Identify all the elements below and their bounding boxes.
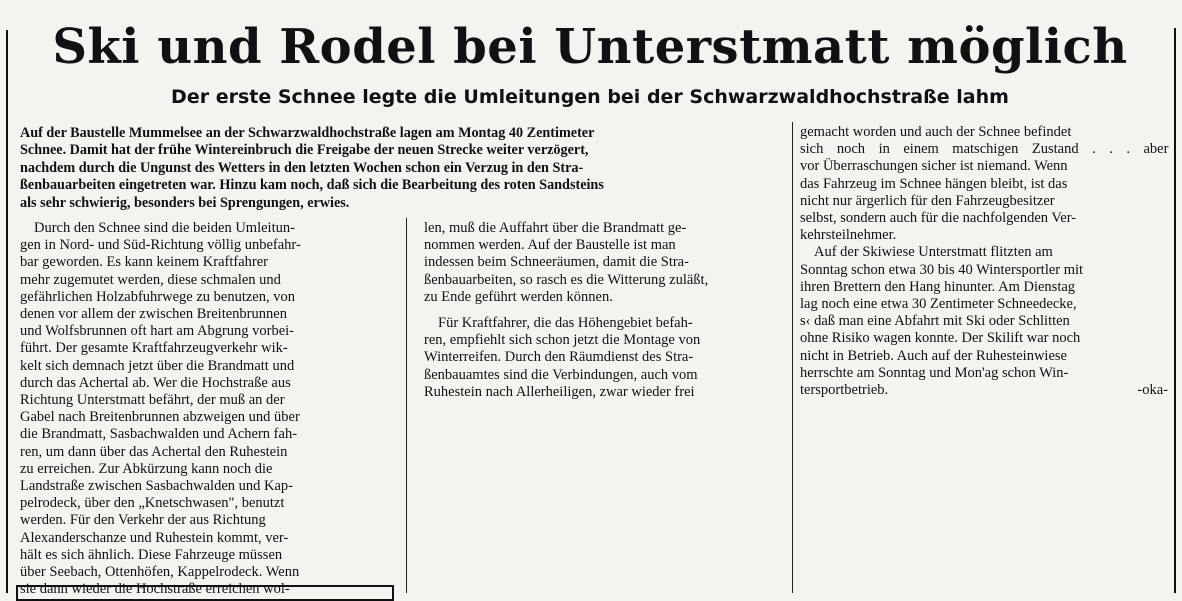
text-line: das Fahrzeug im Schnee hängen bleibt, ist das: [800, 175, 1068, 192]
article-column-2: [424, 220, 786, 401]
lead-paragraph: [20, 125, 785, 212]
text-line: Auf der Skiwiese Unterstmatt flitzten am: [814, 244, 1053, 261]
text-line: nicht nur ärgerlich für den Fahrzeugbesitzer: [800, 192, 1055, 209]
text-line: denen vor allem der zwischen Breitenbrunnen: [20, 306, 287, 323]
text-line: ßenbauarbeiten, so rasch es die Witterung zuläßt,: [424, 271, 709, 288]
text-line: Landstraße zwischen Sasbachwalden und Kap-: [20, 478, 293, 495]
lead-line: Schnee. Damit hat der frühe Wintereinbruch die Freigabe der neuen Strecke weiter verzögert,: [20, 142, 589, 159]
text-line: kelt sich demnach jetzt über die Brandmatt und: [20, 357, 295, 374]
text-line: vor Überraschungen sicher ist niemand. Wenn: [800, 158, 1068, 175]
text-line: -oka-: [1137, 382, 1168, 399]
text-line: die Brandmatt, Sasbachwalden und Achern fah-: [20, 426, 298, 443]
text-line: len, muß die Auffahrt über die Brandmatt ge-: [424, 220, 687, 236]
text-line: Für Kraftfahrer, die das Höhengebiet befah-: [438, 315, 693, 332]
text-line: gemacht worden und auch der Schnee befindet: [800, 124, 1072, 140]
text-line: Sonntag schon etwa 30 bis 40 Wintersportler mit: [800, 261, 1084, 278]
lead-line: ßenbauarbeiten eingetreten war. Hinzu kam noch, daß sich die Bearbeitung des roten Sandsteins: [20, 177, 604, 194]
text-line: selbst, sondern auch für die nachfolgenden Ver-: [800, 210, 1077, 227]
text-line: Gabel nach Breitenbrunnen abzweigen und über: [20, 409, 300, 426]
headline: Ski und Rodel bei Unterstmatt möglich: [52, 19, 1128, 75]
lead-line: nachdem durch die Ungunst des Wetters in den letzten Wochen schon ein Verzug in den Stra-: [20, 159, 584, 176]
text-line: herrschte am Sonntag und Mon'ag schon Win-: [800, 364, 1069, 381]
text-line: [424, 306, 786, 315]
text-line: Alexanderschanze und Ruhestein kommt, ver-: [20, 529, 289, 546]
text-line: und Wolfsbrunnen oft hart am Abgrung vorbei-: [20, 323, 295, 340]
text-line: gefährlichen Holzabfuhrwege zu benutzen, von: [20, 288, 295, 305]
text-line: ren, um dann über das Achertal den Ruhestein: [20, 443, 288, 460]
text-line: nicht in Betrieb. Auch auf der Ruhesteinwiese: [800, 347, 1067, 364]
text-line: mehr zugemutet werden, diese schmalen und: [20, 271, 281, 288]
article-column-1: [20, 220, 398, 598]
text-line: ihren Brettern den Hang hinunter. Am Dienstag: [800, 278, 1076, 295]
text-line: ßenbauamtes sind die Verbindungen, auch vom: [424, 366, 698, 383]
text-line: über Seebach, Ottenhöfen, Kappelrodeck. Wenn: [20, 564, 300, 581]
subheadline: Der erste Schnee legte die Umleitungen bei der Schwarzwaldhochstraße lahm: [171, 86, 1009, 108]
column-divider-2: [792, 122, 793, 593]
text-line: tersportbetrieb.: [800, 382, 889, 399]
text-line: ohne Risiko wagen konnte. Der Skilift war noch: [800, 330, 1081, 347]
text-line: s‹ daß man eine Abfahrt mit Ski oder Schlitten: [800, 313, 1070, 330]
lead-line: Auf der Baustelle Mummelsee an der Schwarzwaldhochstraße lagen am Montag 40 Zentimeter: [20, 125, 595, 141]
text-line: indessen beim Schneeräumen, damit die Stra-: [424, 254, 689, 271]
text-line: Richtung Unterstmatt befährt, der muß an der: [20, 392, 285, 409]
text-line: bar geworden. Es kann keinem Kraftfahrer: [20, 254, 269, 271]
right-border-rule: [1174, 28, 1176, 593]
next-article-box: [16, 585, 394, 601]
lead-line: als sehr schwierig, besonders bei Sprengungen, erwies.: [20, 194, 350, 211]
text-line: lag noch eine etwa 30 Zentimeter Schneedecke,: [800, 296, 1077, 313]
column-divider-1: [406, 218, 407, 593]
text-line: gen in Nord- und Süd-Richtung völlig unbefahr-: [20, 237, 301, 254]
text-line: führt. Der gesamte Kraftfahrzeugverkehr wik-: [20, 340, 288, 357]
text-line: nommen werden. Auf der Baustelle ist man: [424, 237, 676, 254]
left-border-rule: [6, 30, 8, 593]
text-line: sie dann wieder die Hochstraße erreichen wol-: [20, 581, 290, 598]
text-line: zu Ende geführt werden können.: [424, 288, 613, 305]
text-line: sich noch in einem matschigen Zustand . . . aber: [800, 141, 1169, 158]
text-line: pelrodeck, über den „Knetschwasen", benutzt: [20, 495, 285, 512]
text-line: ren, empfiehlt sich schon jetzt die Montage von: [424, 332, 701, 349]
article-column-3: [800, 124, 1168, 399]
text-line: Ruhestein nach Allerheiligen, zwar wieder frei: [424, 383, 695, 400]
text-line: Winterreifen. Durch den Räumdienst des Stra-: [424, 349, 694, 366]
text-line: hält es sich ähnlich. Diese Fahrzeuge müssen: [20, 546, 283, 563]
text-line: Durch den Schnee sind die beiden Umleitun-: [34, 220, 295, 236]
text-line: zu erreichen. Zur Abkürzung kann noch die: [20, 460, 273, 477]
text-line: durch das Achertal ab. Wer die Hochstraße aus: [20, 374, 291, 391]
text-line: kehrsteilnehmer.: [800, 227, 897, 244]
text-line: werden. Für den Verkehr der aus Richtung: [20, 512, 266, 529]
